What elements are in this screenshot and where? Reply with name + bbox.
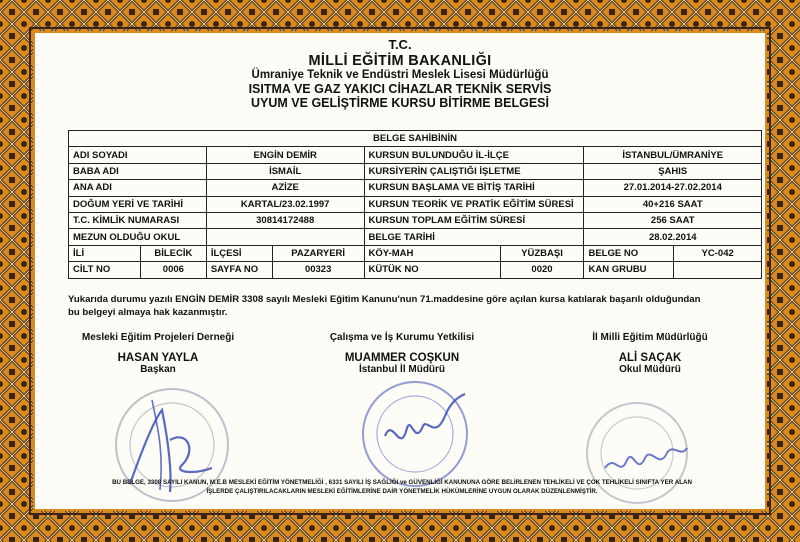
signatory-education-directorate — [540, 332, 760, 375]
field-value: İSTANBUL/ÜMRANİYE — [584, 147, 762, 163]
statement-paragraph — [68, 293, 762, 319]
legal-footer — [82, 478, 722, 496]
field-value: 28.02.2014 — [584, 229, 762, 245]
field-label: BABA ADI — [69, 163, 207, 179]
table-row — [69, 212, 762, 228]
header-school: Ümraniye Teknik ve Endüstri Meslek Lisesi Müdürlüğü — [251, 68, 549, 81]
signatory-org: Çalışma ve İş Kurumu Yetkilisi — [329, 332, 475, 343]
field-value: KARTAL/23.02.1997 — [206, 196, 364, 212]
holder-name: ENGİN DEMİR — [175, 294, 240, 305]
cilt-value: 0006 — [140, 262, 206, 278]
field-value: 256 SAAT — [584, 212, 762, 228]
field-value: ŞAHIS — [584, 163, 762, 179]
field-label: DOĞUM YERİ VE TARİHİ — [69, 196, 207, 212]
cilt-label: CİLT NO — [69, 262, 141, 278]
sayfa-label: SAYFA NO — [206, 262, 272, 278]
kutuk-label: KÜTÜK NO — [364, 262, 500, 278]
field-value: 40+216 SAAT — [584, 196, 762, 212]
signatory-org: İl Milli Eğitim Müdürlüğü — [592, 332, 708, 343]
header-course: ISITMA VE GAZ YAKICI CİHAZLAR TEKNİK SERVİS — [248, 81, 552, 96]
signatory-name: HASAN YAYLA — [117, 352, 199, 364]
table-row-location — [69, 245, 762, 261]
signatory-title: İstanbul İl Müdürü — [358, 364, 446, 375]
header-tc: T.C. — [388, 37, 412, 52]
table-row — [69, 163, 762, 179]
ilce-label: İLÇESİ — [206, 245, 272, 261]
il-value: BİLECİK — [140, 245, 206, 261]
table-section-row — [69, 131, 762, 147]
section-title: BELGE SAHİBİNİN — [69, 131, 762, 147]
statement-text: Yukarıda durumu yazılı — [68, 294, 176, 305]
kan-grubu-label: KAN GRUBU — [584, 262, 674, 278]
sayfa-value: 00323 — [272, 262, 364, 278]
signatory-org: Mesleki Eğitim Projeleri Derneği — [81, 332, 235, 343]
kan-grubu-value — [674, 262, 762, 278]
belge-no-label: BELGE NO — [584, 245, 674, 261]
table-row-registry — [69, 262, 762, 278]
kutuk-value: 0020 — [500, 262, 584, 278]
field-label: KURSİYERİN ÇALIŞTIĞI İŞLETME — [364, 163, 584, 179]
field-label: KURSUN TEORİK VE PRATİK EĞİTİM SÜRESİ — [364, 196, 584, 212]
signatory-association — [48, 332, 268, 375]
field-label: ADI SOYADI — [69, 147, 207, 163]
header-ministry: MİLLİ EĞİTİM BAKANLIĞI — [308, 52, 492, 69]
certificate-content — [40, 38, 760, 508]
signatory-title: Başkan — [140, 364, 176, 375]
koy-value: YÜZBAŞI — [500, 245, 584, 261]
signatory-title: Okul Müdürü — [619, 364, 681, 375]
field-value — [206, 229, 364, 245]
table-row — [69, 147, 762, 163]
il-label: İLİ — [69, 245, 141, 261]
signatory-labor-office — [292, 332, 512, 375]
footer-line: İŞLERDE ÇALIŞTIRILACAKLARIN MESLEKİ EĞİTİMLERİNE DAİR YÖNETMELİK HÜKÜMLERİNE UYGUN OLARAK DÜZENLENMİŞTİR. — [206, 488, 598, 495]
table-row — [69, 196, 762, 212]
field-label: KURSUN BULUNDUĞU İL-İLÇE — [364, 147, 584, 163]
koy-label: KÖY-MAH — [364, 245, 500, 261]
field-label: ANA ADI — [69, 180, 207, 196]
statement-text: bu belgeyi almaya hak kazanmıştır. — [68, 307, 228, 318]
field-label: KURSUN BAŞLAMA VE BİTİŞ TARİHİ — [364, 180, 584, 196]
field-value: 30814172488 — [206, 212, 364, 228]
field-value: AZİZE — [206, 180, 364, 196]
field-value: ENGİN DEMİR — [206, 147, 364, 163]
signatory-name: ALİ SAÇAK — [618, 352, 682, 364]
ilce-value: PAZARYERİ — [272, 245, 364, 261]
certificate-table — [68, 130, 762, 279]
field-label: T.C. KİMLİK NUMARASI — [69, 212, 207, 228]
field-label: KURSUN TOPLAM EĞİTİM SÜRESİ — [364, 212, 584, 228]
signatory-name: MUAMMER COŞKUN — [344, 352, 460, 364]
field-value: İSMAİL — [206, 163, 364, 179]
table-row — [69, 180, 762, 196]
belge-no-value: YC-042 — [674, 245, 762, 261]
field-label: MEZUN OLDUĞU OKUL — [69, 229, 207, 245]
header-certificate: UYUM VE GELİŞTİRME KURSU BİTİRME BELGESİ — [251, 95, 549, 110]
field-value: 27.01.2014-27.02.2014 — [584, 180, 762, 196]
field-label: BELGE TARİHİ — [364, 229, 584, 245]
footer-line: BU BELGE, 3308 SAYILI KANUN, M.E.B MESLEKİ EĞİTİM YÖNETMELİĞİ , 6331 SAYILI İŞ SAĞLIĞI ve GÜVENLİĞİ KANUNUNA GÖRE BELİRLENEN TEHLİKELİ VE ÇOK TEHLİKELİ SINIFTA YER ALAN — [112, 479, 692, 486]
statement-text: 3308 sayılı Mesleki Eğitim Kanunu'nun 71.maddesine göre açılan kursa katılarak başarılı olduğundan — [239, 294, 701, 305]
table-row — [69, 229, 762, 245]
